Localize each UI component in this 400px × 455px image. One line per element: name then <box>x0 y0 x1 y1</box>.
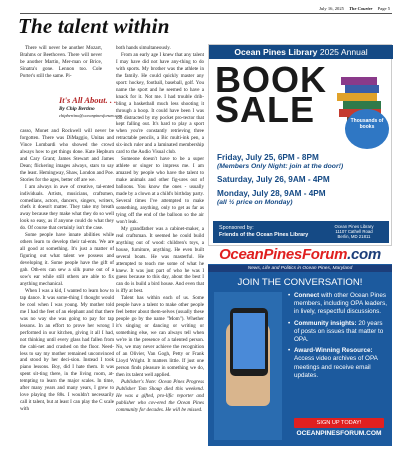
benefit-text: with other Ocean Pines members, including OPA leaders, in lively, respectful discussions. <box>294 292 387 316</box>
forum-tagline: News, Life and Politics in Ocean Pines, Maryland <box>208 265 392 272</box>
article-column-1-top <box>20 45 102 80</box>
benefit-title: Connect <box>294 292 320 299</box>
list-item <box>288 320 388 345</box>
article-paragraph: When I was a kid, I wanted to learn how to tap dance. It was some-thing I thought would be cool when I was young. My mother told me I had the feet of an elephant and that there was no way she was going to pay for tap lessons. In an effort to prove her wrong I performed in our kitchen, giving it all I had, not thinking until every glass had fallen from the cabi-net and crashed on the floor. Need-less to say my mother remained unconvinced and stood by her deci-sion. Instead I took piano lessons. Boy, did I hate them. It was spent sit-ting there, in the living room, at-tempting to learn the major scales. In time, after many years and many years, I grew to love playing the 88s. I wouldn't necessarily call it talent, but at least I can play the C scale with <box>20 287 114 413</box>
book-sale-ad[interactable] <box>208 44 392 246</box>
address-line-3: Berlin, MD 21811 <box>337 234 371 240</box>
book-word: BOOK <box>215 59 327 100</box>
article-paragraph: There will never be another Mozart, Brahms or Beethoven. There will never be another Martin, Mer-man or Brice, Sinatra's gone. Lennon too. Cole Porter's still the same. Pi- <box>20 45 102 79</box>
sale-dates <box>217 153 389 206</box>
thousands-of-books-badge: Thousands of books <box>345 109 389 149</box>
benefit-title: Community insights: <box>294 319 357 327</box>
book-sale-heading <box>209 45 393 59</box>
join-conversation-heading: JOIN THE CONVERSATION! <box>237 277 363 288</box>
list-item <box>288 292 388 317</box>
article-paragraph: Some people have innate abilities while others learn to develop their tal-ents. We are all good at something. It's just a matter of figuring out what talent we possess and developing it. Some people have the gift of gab. Oth-ers can sew a silk purse out of a sow's ear while still others are able to fix anything mechanical. <box>20 232 114 287</box>
article-column-2 <box>116 45 204 452</box>
sale-date-3-note: (all ½ price on Monday) <box>217 199 293 206</box>
article-paragraph: casso, Monet and Rockwell will never be forgotten. There was DiMaggio, Unitas and Vince Lombardi who showed the crowd always how to get things done. Kate Hepburn and Cary Grant; James Stewart and James Dean; flickering images always, stars to say the least. Hemingway, Shaw, London and Poe. Stories for the ages, better off are we. <box>20 128 114 183</box>
sale-word: SALE <box>215 89 316 130</box>
book-sale-title <box>215 59 335 130</box>
forum-site-name-main: OceanPinesForum <box>219 246 348 263</box>
sign-up-button[interactable]: SIGN UP TODAY! <box>294 418 384 428</box>
article-paragraph: I am always in awe of creative, tal-ented individuals. Artists, musicians, craftsmen, comedians, actors, dancers, singers, writers, chefs it doesn't matter. They take my breath away because they make what they do so well look so easy, as if anyone could do what they do. Of course that certainly isn't the case. <box>20 183 114 232</box>
article-column-1 <box>20 128 114 452</box>
phone-screen <box>233 313 265 369</box>
benefit-text: 20 years of posts on issues that matter to OPA. <box>294 319 384 344</box>
annual-label: 2025 Annual <box>317 47 368 57</box>
header-page-number: Page 5 <box>377 6 390 11</box>
publishers-note <box>116 379 204 414</box>
article-paragraph: both hands simultaneously. <box>116 45 171 51</box>
sale-date-1: Friday, July 25, 6PM - 8PM <box>217 153 319 162</box>
benefit-title: Award-Winning Resource: <box>294 347 373 355</box>
sponsor-text <box>219 225 308 239</box>
forum-url-link[interactable]: OCEANPINESFORUM.COM <box>296 430 382 437</box>
benefit-text: Access video archives of OPA meetings and receive email updates. <box>294 355 378 379</box>
article-title: The talent within <box>18 14 170 38</box>
sponsor-label: Sponsored by: <box>219 225 254 231</box>
column-name: It's All About. . . <box>59 95 117 105</box>
page-header <box>20 5 392 14</box>
library-address <box>323 224 385 240</box>
publishers-note-text: Publisher's Note: Ocean Pines Progress Publisher Tom Shoup died this weekend. He was a gifted, pro-lific reporter and publisher who cov-ered the Ocean Pines community for decades. He will be missed. <box>116 378 204 413</box>
header-paper-name: The Courier <box>349 6 373 11</box>
article-paragraph: From an early age I knew that any talent I may have did not have any-thing to do with sports. My brother was the athlete in the family. He could quickly master any sport: hockey, football, baseball, golf. You name the sport and he seemed to have a knack for it. Not me. I had trouble drib-bling a basketball much less shooting it through a hoop. It could have been I was too distracted by my pocket pro-tector that kept falling out. It's hard to play a sport when you're constantly retrieving three retractable pencils, a Bic multi-ink pen, a six-inch ruler and a laminated membership card to the Audio Visual club. <box>116 51 204 156</box>
sale-date-1-note: (Members Only Night: join at the door!) <box>217 163 344 170</box>
forum-site-name <box>208 246 392 264</box>
address-line-1: Ocean Pines Library <box>334 224 374 229</box>
column-byline <box>59 95 122 127</box>
sponsor-bar <box>213 221 389 243</box>
address-line-2: 11107 Cathell Road <box>335 229 373 235</box>
sale-date-2: Saturday, July 26, 9AM - 4PM <box>217 175 330 184</box>
author-email: chipbertino@oceanpinesforum.com <box>59 113 122 118</box>
sponsor-name: Friends of the Ocean Pines Library <box>219 232 309 238</box>
forum-site-name-tld: .com <box>347 246 381 263</box>
library-name: Ocean Pines Library <box>234 47 318 57</box>
article-paragraph: Someone doesn't have to be a super athlete or singer to impress me. I am amazed by people who have the talent to make animals and other fig-ures out of balloons. You know the ones - usually made by a clown at a child's birthday party. Several times I've attempted to make something, anything, only to get as far as tying off the end of the balloon so the air won't leak. <box>116 156 204 225</box>
phone-in-hand-image <box>214 292 282 440</box>
author-byline: By Chip Bertino <box>59 106 95 112</box>
header-date: July 16, 2025 <box>319 6 344 11</box>
list-item <box>288 347 388 380</box>
article-paragraph: My grandfather was a cabinet-maker, a real craftsman. It seemed he could build anything out of wood: children's toys, a house, furniture, anything. He even built several boats. He was masterful. He attempted to teach me some of what he knew. It was just part of who he was I guess because to this day, about the best I can do is build a bird house. And even that is iffy at best. <box>116 225 204 295</box>
article-paragraph: Talent has within each of us. Some people have a talent to make other people feel better about them-selves (usually these people go by the name "Mom"). Whether it's singing or dancing or writing or something else, we can always tell when we're in the presence of a talented person. No, we may never achieve the recognition of an Olivier, Van Gogh, Petty or Frank Lloyd Wright. It matters little. If just one person finds pleasure in something we do, then its talent well applied. <box>116 295 204 378</box>
sale-date-3: Monday, July 28, 9AM - 4PM <box>217 189 326 198</box>
ocean-pines-forum-ad[interactable] <box>208 246 392 446</box>
forum-benefits-list <box>288 292 388 383</box>
